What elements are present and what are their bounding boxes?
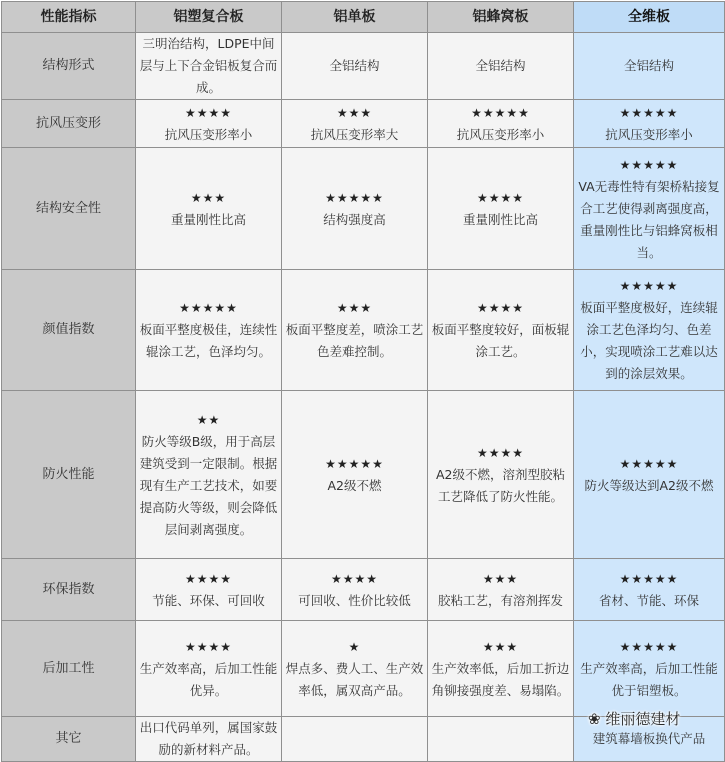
- star-rating: ★★★★★: [179, 301, 238, 315]
- table-row: [2, 33, 725, 100]
- cell-text: 抗风压变形率小: [164, 126, 253, 142]
- cell-text: 防火等级B级，用于高层建筑受到一定限制。根据现有生产工艺技术，如要提高防火等级，则会降低层间剥离强度。: [139, 433, 278, 537]
- header-aluminum-honeycomb: 铝蜂窝板: [428, 2, 574, 33]
- row-label: 结构形式: [2, 33, 136, 100]
- star-rating: ★★★★: [184, 105, 233, 120]
- star-rating: ★★★★★: [325, 190, 384, 205]
- table-cell: [428, 559, 574, 621]
- header-performance: 性能指标: [2, 2, 136, 33]
- header-quanwei: 全维板: [574, 2, 725, 33]
- table-cell: [574, 100, 725, 148]
- cell-text: 生产效率高，后加工性能优于铝塑板。: [580, 660, 718, 698]
- star-rating: ★★★★★: [619, 105, 679, 120]
- table-cell: [282, 33, 428, 100]
- cell-text: 结构强度高: [323, 211, 386, 227]
- table-row: [2, 100, 725, 148]
- table-cell: [282, 100, 428, 148]
- header-row: [2, 2, 725, 33]
- star-rating: ★★★★★: [471, 105, 530, 120]
- cell-text: 节能、环保、可回收: [152, 592, 265, 608]
- star-rating: ★★★: [336, 301, 373, 315]
- cell-text: A2级不燃，溶剂型胶粘工艺降低了防火性能。: [435, 466, 565, 504]
- star-rating: ★★★★★: [619, 456, 679, 471]
- table-cell: [428, 148, 574, 270]
- table-cell: [136, 33, 282, 100]
- cell-text: 建筑幕墙板换代产品: [592, 731, 706, 746]
- star-rating: ★★★★: [184, 639, 233, 654]
- cell-text: 抗风压变形率小: [456, 126, 545, 142]
- table-cell: [136, 100, 282, 148]
- table-cell: [282, 148, 428, 270]
- cell-text: 生产效率高，后加工性能优异。: [139, 660, 278, 698]
- star-rating: ★★★★: [476, 190, 525, 205]
- row-label: 后加工性: [2, 621, 136, 717]
- table-cell: [574, 621, 725, 717]
- table-row: [2, 717, 725, 762]
- table-cell: [282, 559, 428, 621]
- table-cell: [136, 270, 282, 391]
- wechat-icon: ❀: [588, 710, 601, 728]
- star-rating: ★★★★: [330, 571, 379, 586]
- comparison-table: [1, 1, 725, 762]
- table-cell: [428, 391, 574, 559]
- star-rating: ★★★★: [184, 571, 233, 586]
- cell-text: 全铝结构: [623, 58, 674, 73]
- table-cell: [428, 100, 574, 148]
- cell-text: 生产效率低，后加工折边角铆接强度差、易塌陷。: [431, 660, 570, 698]
- star-rating: ★★★★: [476, 301, 525, 315]
- cell-text: 重量刚性比高: [462, 211, 538, 227]
- star-rating: ★★: [196, 412, 221, 427]
- star-rating: ★★★★★: [619, 639, 679, 654]
- star-rating: ★★★: [482, 571, 519, 586]
- table-cell: [282, 391, 428, 559]
- cell-text: 三明治结构，LDPE中间层与上下合金铝板复合而成。: [139, 36, 278, 95]
- table-cell: [136, 391, 282, 559]
- cell-text: 重量刚性比高: [170, 211, 246, 227]
- cell-text: 全铝结构: [475, 58, 526, 73]
- table-cell: [136, 559, 282, 621]
- header-aluminum-single: 铝单板: [282, 2, 428, 33]
- cell-text: 抗风压变形率大: [310, 126, 399, 142]
- table-cell: [428, 621, 574, 717]
- table-cell: [574, 270, 725, 391]
- table-cell: [136, 621, 282, 717]
- cell-text: 板面平整度极佳，连续性辊涂工艺，色泽均匀。: [139, 322, 278, 359]
- table-row: [2, 621, 725, 717]
- cell-text: 出口代码单列，属国家鼓励的新材料产品。: [139, 720, 278, 757]
- cell-text: 板面平整度极好，连续辊涂工艺色泽均匀、色差小，实现喷涂工艺难以达到的涂层效果。: [580, 300, 718, 381]
- table-row: [2, 391, 725, 559]
- star-rating: ★★★: [482, 639, 519, 654]
- row-label: 其它: [2, 717, 136, 762]
- table-cell: [282, 270, 428, 391]
- cell-text: 抗风压变形率小: [605, 126, 693, 142]
- table-cell: [574, 559, 725, 621]
- cell-text: 板面平整度差，喷涂工艺色差难控制。: [285, 322, 424, 359]
- table-cell: [574, 717, 725, 762]
- row-label: 结构安全性: [2, 148, 136, 270]
- table-cell: [428, 270, 574, 391]
- cell-text: 可回收、性价比较低: [298, 592, 411, 608]
- table-cell: [574, 391, 725, 559]
- cell-text: 焊点多、费人工、生产效率低，属双高产品。: [285, 660, 424, 698]
- star-rating: ★★★★★: [619, 279, 679, 293]
- cell-text: 省材、节能、环保: [598, 592, 699, 608]
- table-cell: [574, 33, 725, 100]
- row-label: 防火性能: [2, 391, 136, 559]
- table-cell: [282, 621, 428, 717]
- header-aluminum-composite: 铝塑复合板: [136, 2, 282, 33]
- table-cell: [282, 717, 428, 762]
- star-rating: ★★★★★: [325, 456, 384, 471]
- cell-text: A2级不燃: [327, 477, 382, 493]
- table-row: [2, 559, 725, 621]
- cell-text: 胶粘工艺，有溶剂挥发: [437, 592, 563, 608]
- table-cell: [136, 717, 282, 762]
- row-label: 抗风压变形: [2, 100, 136, 148]
- star-rating: ★★★★★: [619, 571, 679, 586]
- star-rating: ★★★: [336, 105, 373, 120]
- star-rating: ★: [348, 639, 361, 654]
- cell-text: 防火等级达到A2级不燃: [584, 477, 714, 493]
- cell-text: 全铝结构: [329, 58, 380, 73]
- table-row: [2, 148, 725, 270]
- table-row: [2, 270, 725, 391]
- cell-text: VA无毒性特有架桥粘接复合工艺使得剥离强度高，重量刚性比与铝蜂窝板相当。: [578, 178, 720, 260]
- table-cell: [574, 148, 725, 270]
- star-rating: ★★★★: [476, 445, 525, 460]
- star-rating: ★★★: [190, 190, 227, 205]
- watermark-text: 维丽德建材: [605, 710, 681, 728]
- star-rating: ★★★★★: [619, 157, 679, 172]
- table-cell: [428, 717, 574, 762]
- row-label: 环保指数: [2, 559, 136, 621]
- table-cell: [136, 148, 282, 270]
- table-cell: [428, 33, 574, 100]
- row-label: 颜值指数: [2, 270, 136, 391]
- cell-text: 板面平整度较好，面板辊涂工艺。: [431, 322, 570, 359]
